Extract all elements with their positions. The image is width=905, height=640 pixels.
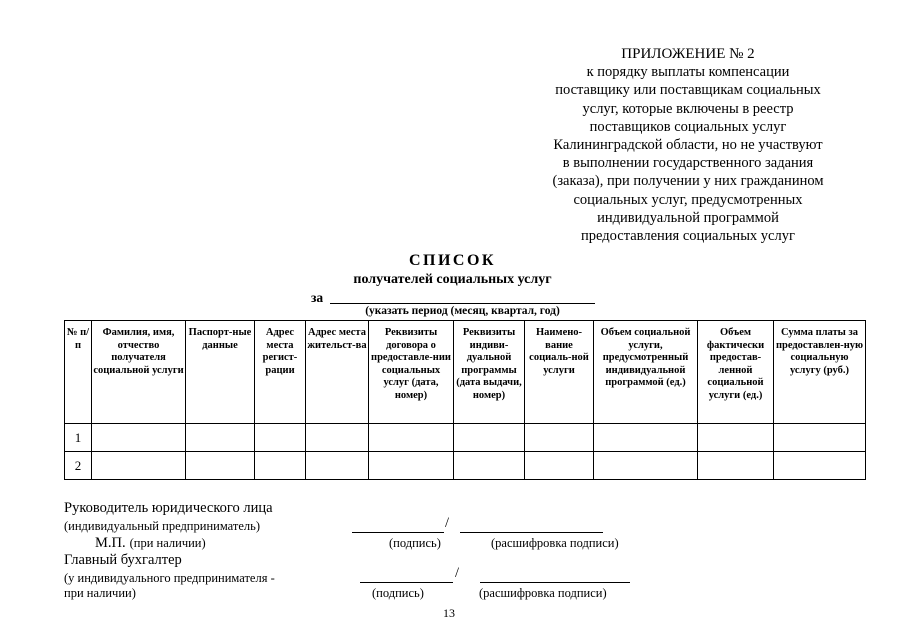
appendix-line: поставщиков социальных услуг xyxy=(589,118,787,135)
table-cell[interactable] xyxy=(594,424,698,452)
col-header-actual-volume: Объем фактически предостав-ленной социальной услуги (ед.) xyxy=(698,321,774,424)
stamp-label: М.П. xyxy=(95,535,126,551)
col-header-registration-address: Адрес места регист-рации xyxy=(255,321,306,424)
table-cell[interactable] xyxy=(306,424,369,452)
table-cell[interactable] xyxy=(525,452,594,480)
document-title: СПИСОК xyxy=(408,252,497,269)
table-cell[interactable] xyxy=(186,424,255,452)
head-signature-caption: (подпись) xyxy=(389,536,441,550)
period-hint: (указать период (месяц, квартал, год) xyxy=(365,305,560,317)
appendix-title: ПРИЛОЖЕНИЕ № 2 xyxy=(621,46,755,62)
accountant-title: Главный бухгалтер xyxy=(64,552,182,568)
appendix-line: предоставления социальных услуг xyxy=(581,228,795,245)
table-cell[interactable] xyxy=(454,452,525,480)
col-header-fullname: Фамилия, имя, отчество получателя социальной услуги xyxy=(92,321,186,424)
table-cell[interactable] xyxy=(92,424,186,452)
period-prefix: за xyxy=(311,290,324,305)
table-cell: 2 xyxy=(65,452,92,480)
accountant-decode-caption: (расшифровка подписи) xyxy=(479,586,607,600)
table-cell[interactable] xyxy=(369,424,454,452)
stamp-line xyxy=(95,534,206,552)
accountant-signature-caption: (подпись) xyxy=(372,586,424,600)
table-cell[interactable] xyxy=(369,452,454,480)
appendix-line: к порядку выплаты компенсации xyxy=(586,64,790,81)
table-cell[interactable] xyxy=(774,452,866,480)
table-cell[interactable] xyxy=(255,424,306,452)
table-cell[interactable] xyxy=(186,452,255,480)
accountant-subtitle-line1: (у индивидуального предпринимателя - xyxy=(64,571,275,585)
accountant-decode-line[interactable] xyxy=(480,582,630,583)
appendix-line: поставщику или поставщикам социальных xyxy=(555,82,821,99)
col-header-fee-amount: Сумма платы за предоставлен-ную социальную услугу (руб.) xyxy=(774,321,866,424)
table-cell[interactable] xyxy=(255,452,306,480)
table-cell[interactable] xyxy=(454,424,525,452)
col-header-number: № п/п xyxy=(65,321,92,424)
period-fill-line[interactable] xyxy=(330,303,595,304)
stamp-note: (при наличии) xyxy=(129,536,206,550)
table-row xyxy=(65,452,866,480)
appendix-line: в выполнении государственного задания xyxy=(562,155,814,172)
table-cell: 1 xyxy=(65,424,92,452)
table-cell[interactable] xyxy=(698,452,774,480)
table-cell[interactable] xyxy=(774,424,866,452)
col-header-contract-details: Реквизиты договора о предоставле-нии социальных услуг (дата, номер) xyxy=(369,321,454,424)
head-separator: / xyxy=(445,515,450,531)
appendix-line: услуг, которые включены в реестр xyxy=(582,100,794,117)
appendix-line: индивидуальной программой xyxy=(597,209,779,226)
appendix-block xyxy=(538,45,838,245)
head-decode-line[interactable] xyxy=(460,532,603,533)
page-number: 13 xyxy=(443,606,455,620)
table-cell[interactable] xyxy=(525,424,594,452)
appendix-line: Калининградской области, но не участвуют xyxy=(553,137,823,154)
col-header-planned-volume: Объем социальной услуги, предусмотренный индивидуальной программой (ед.) xyxy=(594,321,698,424)
head-subtitle: (индивидуальный предприниматель) xyxy=(64,519,260,533)
accountant-subtitle-line2: при наличии) xyxy=(64,586,136,600)
appendix-line: (заказа), при получении у них гражданином xyxy=(552,173,824,190)
col-header-service-name: Наимено-вание социаль-ной услуги xyxy=(525,321,594,424)
head-decode-caption: (расшифровка подписи) xyxy=(491,536,619,550)
col-header-residence-address: Адрес места жительст-ва xyxy=(306,321,369,424)
col-header-program-details: Реквизиты индиви-дуальной программы (дата выдачи, номер) xyxy=(454,321,525,424)
head-signature-line[interactable] xyxy=(352,532,444,533)
table-cell[interactable] xyxy=(306,452,369,480)
accountant-separator: / xyxy=(455,565,460,581)
table-header-row xyxy=(65,321,866,424)
table-cell[interactable] xyxy=(92,452,186,480)
accountant-signature-line[interactable] xyxy=(360,582,453,583)
head-title: Руководитель юридического лица xyxy=(64,500,273,516)
col-header-passport: Паспорт-ные данные xyxy=(186,321,255,424)
table-cell[interactable] xyxy=(698,424,774,452)
document-subtitle: получателей социальных услуг xyxy=(353,272,552,287)
appendix-line: социальных услуг, предусмотренных xyxy=(573,191,803,208)
table-cell[interactable] xyxy=(594,452,698,480)
recipients-table xyxy=(64,320,866,480)
table-row xyxy=(65,424,866,452)
